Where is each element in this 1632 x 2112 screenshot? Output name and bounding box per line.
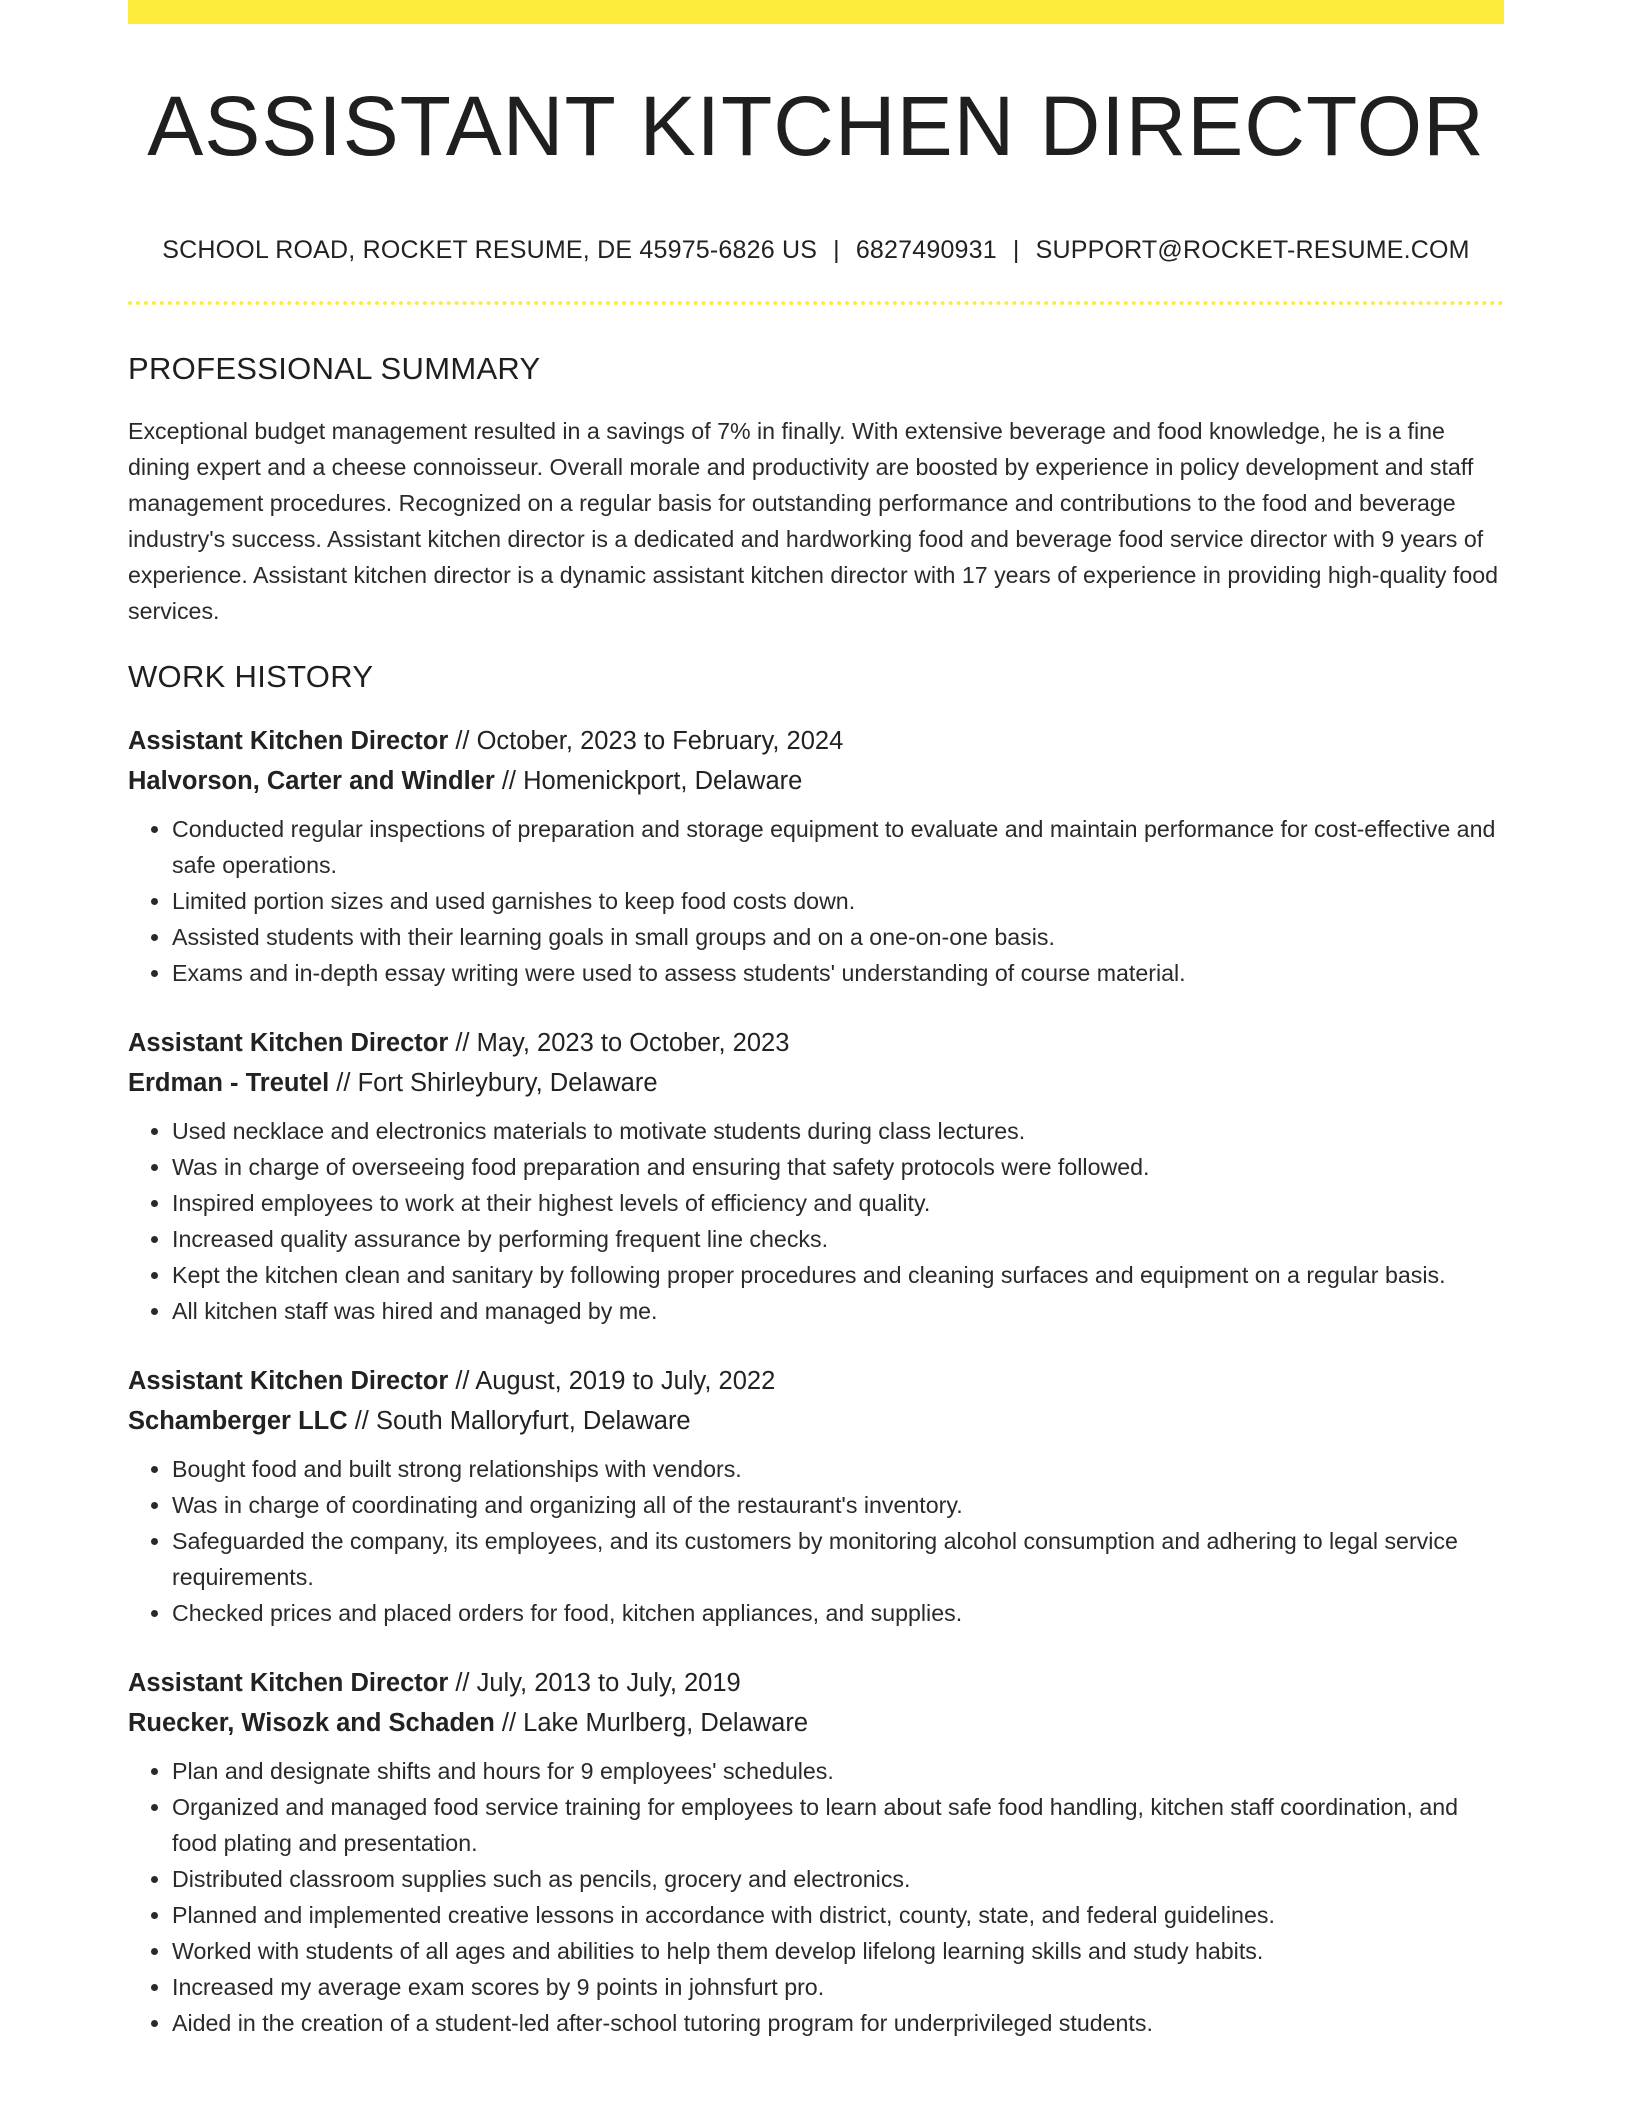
job-dates: May, 2023 to October, 2023 bbox=[476, 1029, 790, 1057]
job-role: Assistant Kitchen Director bbox=[128, 1367, 449, 1395]
job-bullet: • Kept the kitchen clean and sanitary by following proper procedures and cleaning surfaces and equipment on a regular basis. bbox=[172, 1257, 1504, 1293]
job-bullet: • Was in charge of coordinating and organizing all of the restaurant's inventory. bbox=[172, 1487, 1504, 1523]
resume-page bbox=[128, 0, 1504, 2041]
job-bullet: • Limited portion sizes and used garnishes to keep food costs down. bbox=[172, 883, 1504, 919]
job-separator: // bbox=[448, 1669, 477, 1697]
contact-separator: | bbox=[1012, 236, 1020, 264]
contact-line bbox=[128, 236, 1504, 265]
job-bullets bbox=[128, 1753, 1504, 2041]
job-company-line bbox=[128, 1063, 1504, 1103]
contact-address: SCHOOL ROAD, ROCKET RESUME, DE 45975-6826 US bbox=[162, 236, 818, 264]
job-role-line bbox=[128, 1361, 1504, 1401]
contact-phone: 6827490931 bbox=[855, 236, 997, 264]
job-location: Homenickport, Delaware bbox=[523, 767, 803, 795]
job-separator: // bbox=[448, 1367, 476, 1395]
job-separator: // bbox=[347, 1407, 376, 1435]
page-title: ASSISTANT KITCHEN DIRECTOR bbox=[147, 79, 1485, 173]
job-bullet: • Checked prices and placed orders for food, kitchen appliances, and supplies. bbox=[172, 1595, 1504, 1631]
job-bullet: • Conducted regular inspections of preparation and storage equipment to evaluate and maintain performance for cost-effective and safe operations. bbox=[172, 811, 1504, 883]
job-company-line bbox=[128, 761, 1504, 801]
job-entry bbox=[128, 1361, 1504, 1631]
job-location: Lake Murlberg, Delaware bbox=[523, 1709, 809, 1737]
job-bullet: • Worked with students of all ages and abilities to help them develop lifelong learning skills and study habits. bbox=[172, 1933, 1504, 1969]
job-role: Assistant Kitchen Director bbox=[128, 1669, 449, 1697]
job-bullet: • Organized and managed food service training for employees to learn about safe food handling, kitchen staff coordination, and food plating and presentation. bbox=[172, 1789, 1504, 1861]
job-bullet: • Safeguarded the company, its employees, and its customers by monitoring alcohol consumption and adhering to legal service requirements. bbox=[172, 1523, 1504, 1595]
job-dates: July, 2013 to July, 2019 bbox=[476, 1669, 741, 1697]
job-company: Halvorson, Carter and Windler bbox=[128, 767, 495, 795]
job-bullet: • Aided in the creation of a student-led after-school tutoring program for underprivileged students. bbox=[172, 2005, 1504, 2041]
job-role: Assistant Kitchen Director bbox=[128, 727, 449, 755]
job-bullet: • Inspired employees to work at their highest levels of efficiency and quality. bbox=[172, 1185, 1504, 1221]
job-role: Assistant Kitchen Director bbox=[128, 1029, 449, 1057]
job-bullet: • Exams and in-depth essay writing were used to assess students' understanding of course material. bbox=[172, 955, 1504, 991]
job-separator: // bbox=[494, 767, 524, 795]
job-bullets bbox=[128, 1113, 1504, 1329]
job-company: Schamberger LLC bbox=[128, 1407, 348, 1435]
job-bullets bbox=[128, 811, 1504, 991]
job-bullet: • Increased my average exam scores by 9 points in johnsfurt pro. bbox=[172, 1969, 1504, 2005]
job-bullet: • Plan and designate shifts and hours for 9 employees' schedules. bbox=[172, 1753, 1504, 1789]
dotted-divider bbox=[128, 301, 1504, 305]
work-history-heading: WORK HISTORY bbox=[128, 659, 374, 694]
contact-separator: | bbox=[833, 236, 840, 264]
job-separator: // bbox=[448, 727, 477, 755]
job-company: Ruecker, Wisozk and Schaden bbox=[128, 1709, 495, 1737]
contact-email: SUPPORT@ROCKET-RESUME.COM bbox=[1035, 236, 1470, 264]
summary-heading: PROFESSIONAL SUMMARY bbox=[128, 351, 541, 386]
job-location: Fort Shirleybury, Delaware bbox=[357, 1069, 658, 1097]
job-entry bbox=[128, 1663, 1504, 2041]
accent-top-bar bbox=[128, 0, 1504, 24]
job-company: Erdman - Treutel bbox=[128, 1069, 330, 1097]
job-separator: // bbox=[329, 1069, 358, 1097]
job-bullets bbox=[128, 1451, 1504, 1631]
job-separator: // bbox=[448, 1029, 477, 1057]
job-dates: August, 2019 to July, 2022 bbox=[475, 1367, 776, 1395]
summary-text: Exceptional budget management resulted in a savings of 7% in finally. With extensive beverage and food knowledge, he is a fine dining expert and a cheese connoisseur. Overall morale and productivity are boosted by experience in policy development and staff management procedures. Recognized on a regular basis for outstanding performance and contributions to the food and beverage industry's success. Assistant kitchen director is a dedicated and hardworking food and beverage food service director with 9 years of experience. Assistant kitchen director is a dynamic assistant kitchen director with 17 years of experience in providing high-quality food services. bbox=[128, 418, 1499, 624]
job-role-line bbox=[128, 721, 1504, 761]
job-bullet: • Bought food and built strong relationships with vendors. bbox=[172, 1451, 1504, 1487]
work-history-list bbox=[128, 721, 1504, 2041]
job-role-line bbox=[128, 1023, 1504, 1063]
job-bullet: • Was in charge of overseeing food preparation and ensuring that safety protocols were followed. bbox=[172, 1149, 1504, 1185]
job-entry bbox=[128, 1023, 1504, 1329]
job-separator: // bbox=[494, 1709, 524, 1737]
job-bullet: • Assisted students with their learning goals in small groups and on a one-on-one basis. bbox=[172, 919, 1504, 955]
job-bullet: • Planned and implemented creative lessons in accordance with district, county, state, and federal guidelines. bbox=[172, 1897, 1504, 1933]
job-bullet: • All kitchen staff was hired and managed by me. bbox=[172, 1293, 1504, 1329]
job-company-line bbox=[128, 1703, 1504, 1743]
job-entry bbox=[128, 721, 1504, 991]
job-dates: October, 2023 to February, 2024 bbox=[476, 727, 844, 755]
job-role-line bbox=[128, 1663, 1504, 1703]
job-location: South Malloryfurt, Delaware bbox=[375, 1407, 691, 1435]
job-bullet: • Distributed classroom supplies such as pencils, grocery and electronics. bbox=[172, 1861, 1504, 1897]
job-company-line bbox=[128, 1401, 1504, 1441]
job-bullet: • Increased quality assurance by performing frequent line checks. bbox=[172, 1221, 1504, 1257]
job-bullet: • Used necklace and electronics materials to motivate students during class lectures. bbox=[172, 1113, 1504, 1149]
